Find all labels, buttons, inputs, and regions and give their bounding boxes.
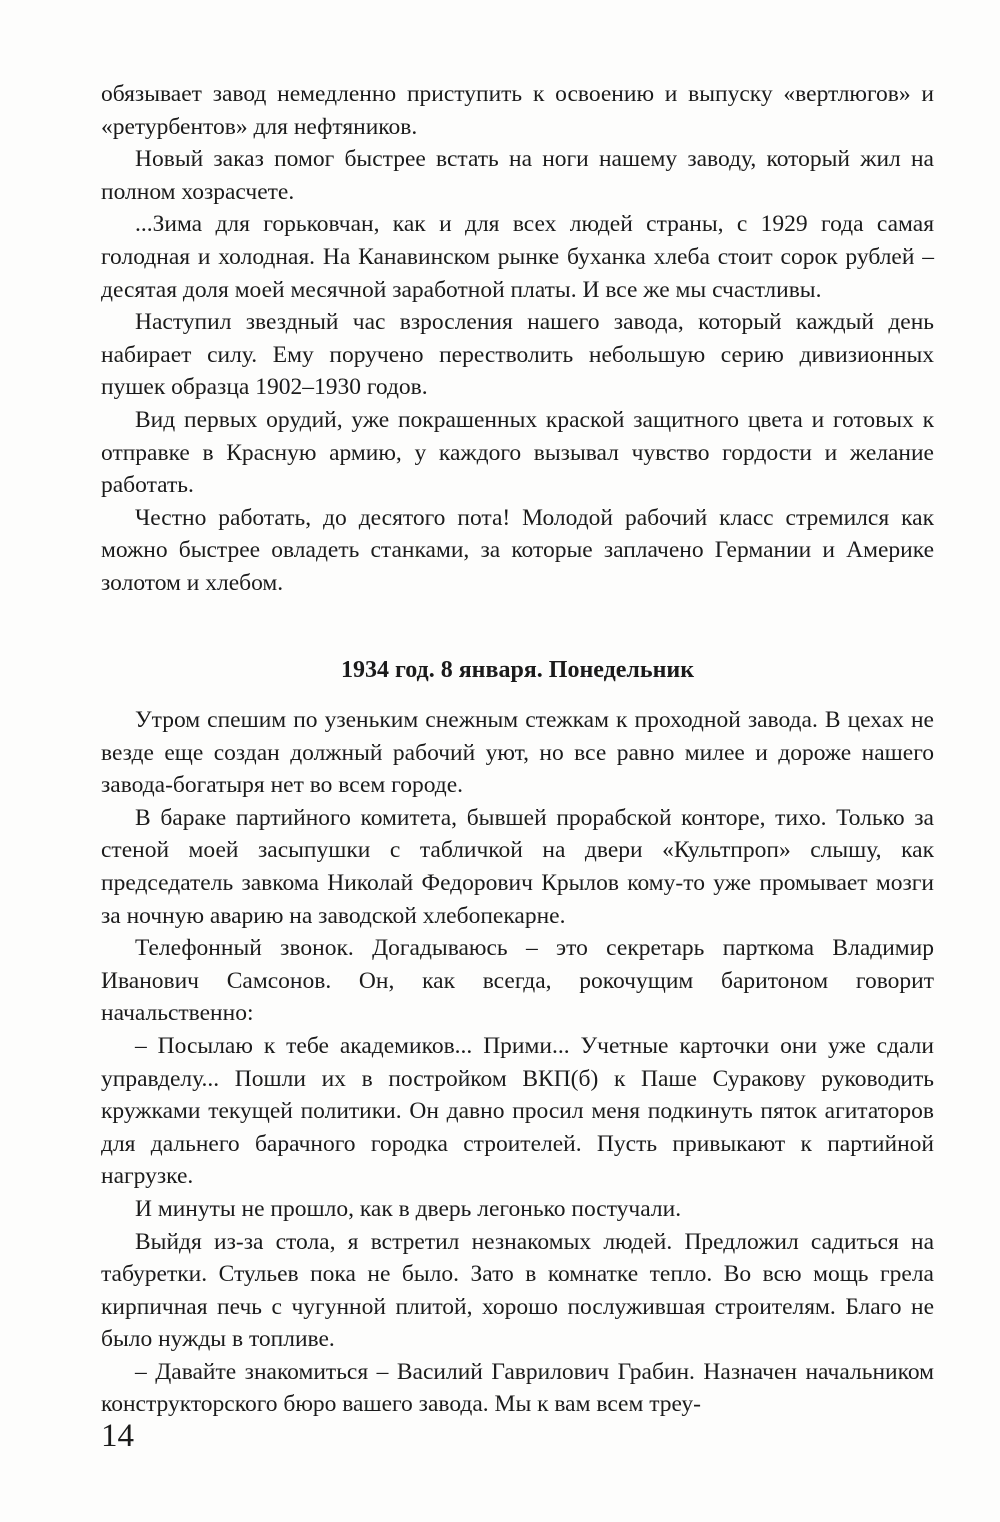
paragraph: Новый заказ помог быстрее встать на ноги нашему заводу, который жил на полном хозрасчете. bbox=[101, 146, 934, 205]
page-number: 14 bbox=[101, 1418, 134, 1454]
paragraph: Честно работать, до десятого пота! Молодой рабочий класс стремился как можно быстрее овладеть станками, за которые заплачено Германии и Америке золотом и хлебом. bbox=[101, 504, 934, 596]
paragraph: – Посылаю к тебе академиков... Прими... Учетные карточки они уже сдали управделу... Пошли их в постройком ВКП(б) к Паше Суракову руководить кружками текущей политики. Он давно просил меня подкинуть пяток агитаторов для дальнего барачного городка строителей. Пусть привыкают к партийной нагрузке. bbox=[101, 1032, 934, 1190]
paragraph: Вид первых орудий, уже покрашенных краской защитного цвета и готовых к отправке в Красную армию, у каждого вызывал чувство гордости и желание работать. bbox=[101, 406, 934, 499]
paragraph: Выйдя из-за стола, я встретил незнакомых людей. Предложил садиться на табуретки. Стульев пока не было. Зато в комнатке тепло. Во всю мощь грела кирпичная печь с чугунной плитой, хорошо послужившая строителям. Благо не было нужды в топливе. bbox=[101, 1228, 934, 1353]
paragraph: Телефонный звонок. Догадываюсь – это секретарь парткома Владимир Иванович Самсонов. Он, как всегда, рокочущим баритоном говорит начальственно: bbox=[101, 935, 934, 1027]
section-heading: 1934 год. 8 января. Понедельник bbox=[340, 657, 695, 683]
paragraph: – Давайте знакомиться – Василий Гаврилович Грабин. Назначен начальником конструкторского бюро вашего завода. Мы к вам всем треу- bbox=[101, 1358, 934, 1418]
paragraph: ...Зима для горьковчан, как и для всех людей страны, с 1929 года самая голодная и холодная. На Канавинском рынке буханка хлеба стоит сорок рублей – десятая доля моей месячной заработной платы. И все же мы счастливы. bbox=[101, 211, 934, 303]
paragraph: И минуты не прошло, как в дверь легонько постучали. bbox=[135, 1195, 682, 1222]
paragraph: Утром спешим по узеньким снежным стежкам к проходной завода. В цехах не везде еще создан должный рабочий уют, но все равно милее и дороже нашего завода-богатыря нет во всем городе. bbox=[101, 707, 934, 799]
paragraph: В бараке партийного комитета, бывшей прорабской конторе, тихо. Только за стеной моей засыпушки с табличкой на двери «Культпроп» слышу, как председатель завкома Николай Федорович Крылов кому-то уже промывает мозги за ночную аварию на заводской хлебопекарне. bbox=[101, 804, 934, 929]
top-text-block bbox=[101, 78, 934, 600]
paragraph: обязывает завод немедленно приступить к освоению и выпуску «вертлюгов» и «ретурбентов» для нефтяников. bbox=[101, 81, 934, 140]
bottom-text-block bbox=[101, 704, 934, 1421]
paragraph: Наступил звездный час взросления нашего завода, который каждый день набирает силу. Ему поручено перестволить небольшую серию дивизионных пушек образца 1902–1930 годов. bbox=[101, 309, 934, 401]
